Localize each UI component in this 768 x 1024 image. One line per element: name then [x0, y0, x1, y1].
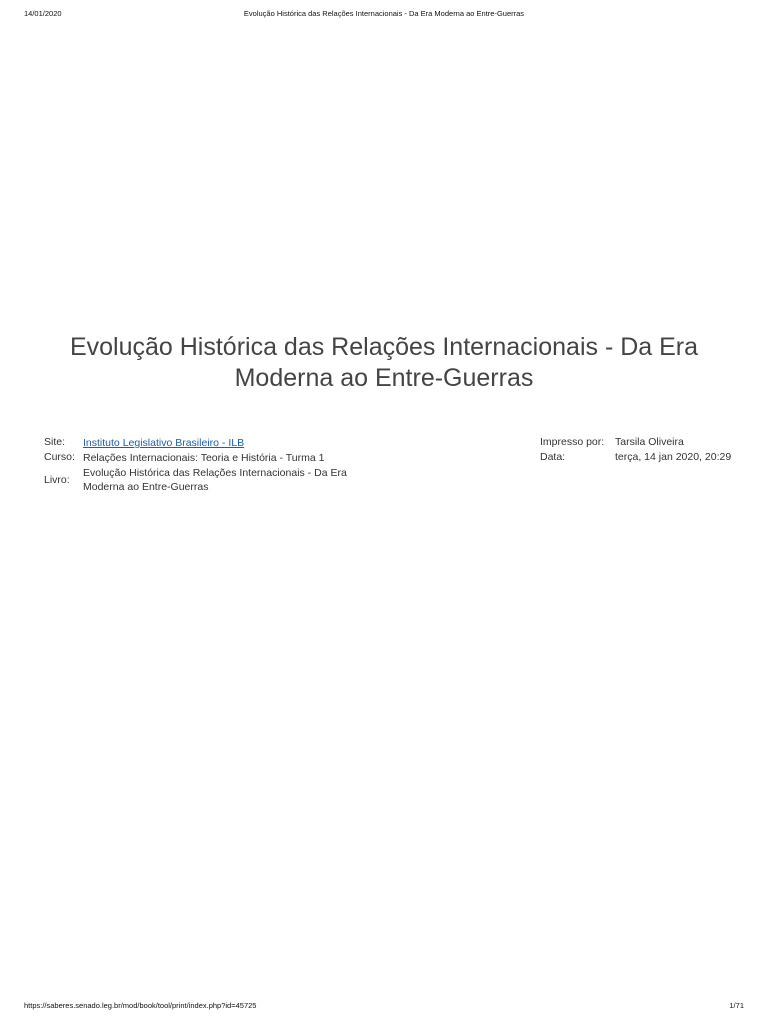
book-value: Evolução Histórica das Relações Internacionais - Da Era Moderna ao Entre-Guerras [83, 467, 347, 493]
book-info-table [44, 436, 734, 496]
print-document-title: Evolução Histórica das Relações Internacionais - Da Era Moderna ao Entre-Guerras [243, 9, 525, 18]
printed-by-value: Tarsila Oliveira [615, 436, 684, 448]
book-title: Evolução Histórica das Relações Internacionais - Da Era Moderna ao Entre-Guerras [69, 333, 699, 392]
site-value [83, 436, 383, 450]
site-label: Site: [44, 436, 66, 448]
book-label: Livro: [44, 474, 70, 486]
page-number: 1/71 [729, 1001, 744, 1010]
print-header [24, 9, 744, 23]
info-row-site [44, 436, 734, 451]
info-row-course [44, 451, 734, 466]
date-label: Data: [540, 451, 566, 463]
printed-by-label: Impresso por: [540, 436, 605, 448]
date-value: terça, 14 jan 2020, 20:29 [615, 451, 732, 463]
info-row-book [44, 466, 734, 496]
site-link[interactable]: Instituto Legislativo Brasileiro - ILB [83, 437, 245, 449]
course-label: Curso: [44, 451, 75, 463]
print-date: 14/01/2020 [24, 9, 62, 18]
print-footer [24, 1001, 744, 1015]
print-url: https://saberes.senado.leg.br/mod/book/tool/print/index.php?id=45725 [24, 1001, 257, 1010]
course-value: Relações Internacionais: Teoria e História - Turma 1 [83, 452, 325, 464]
